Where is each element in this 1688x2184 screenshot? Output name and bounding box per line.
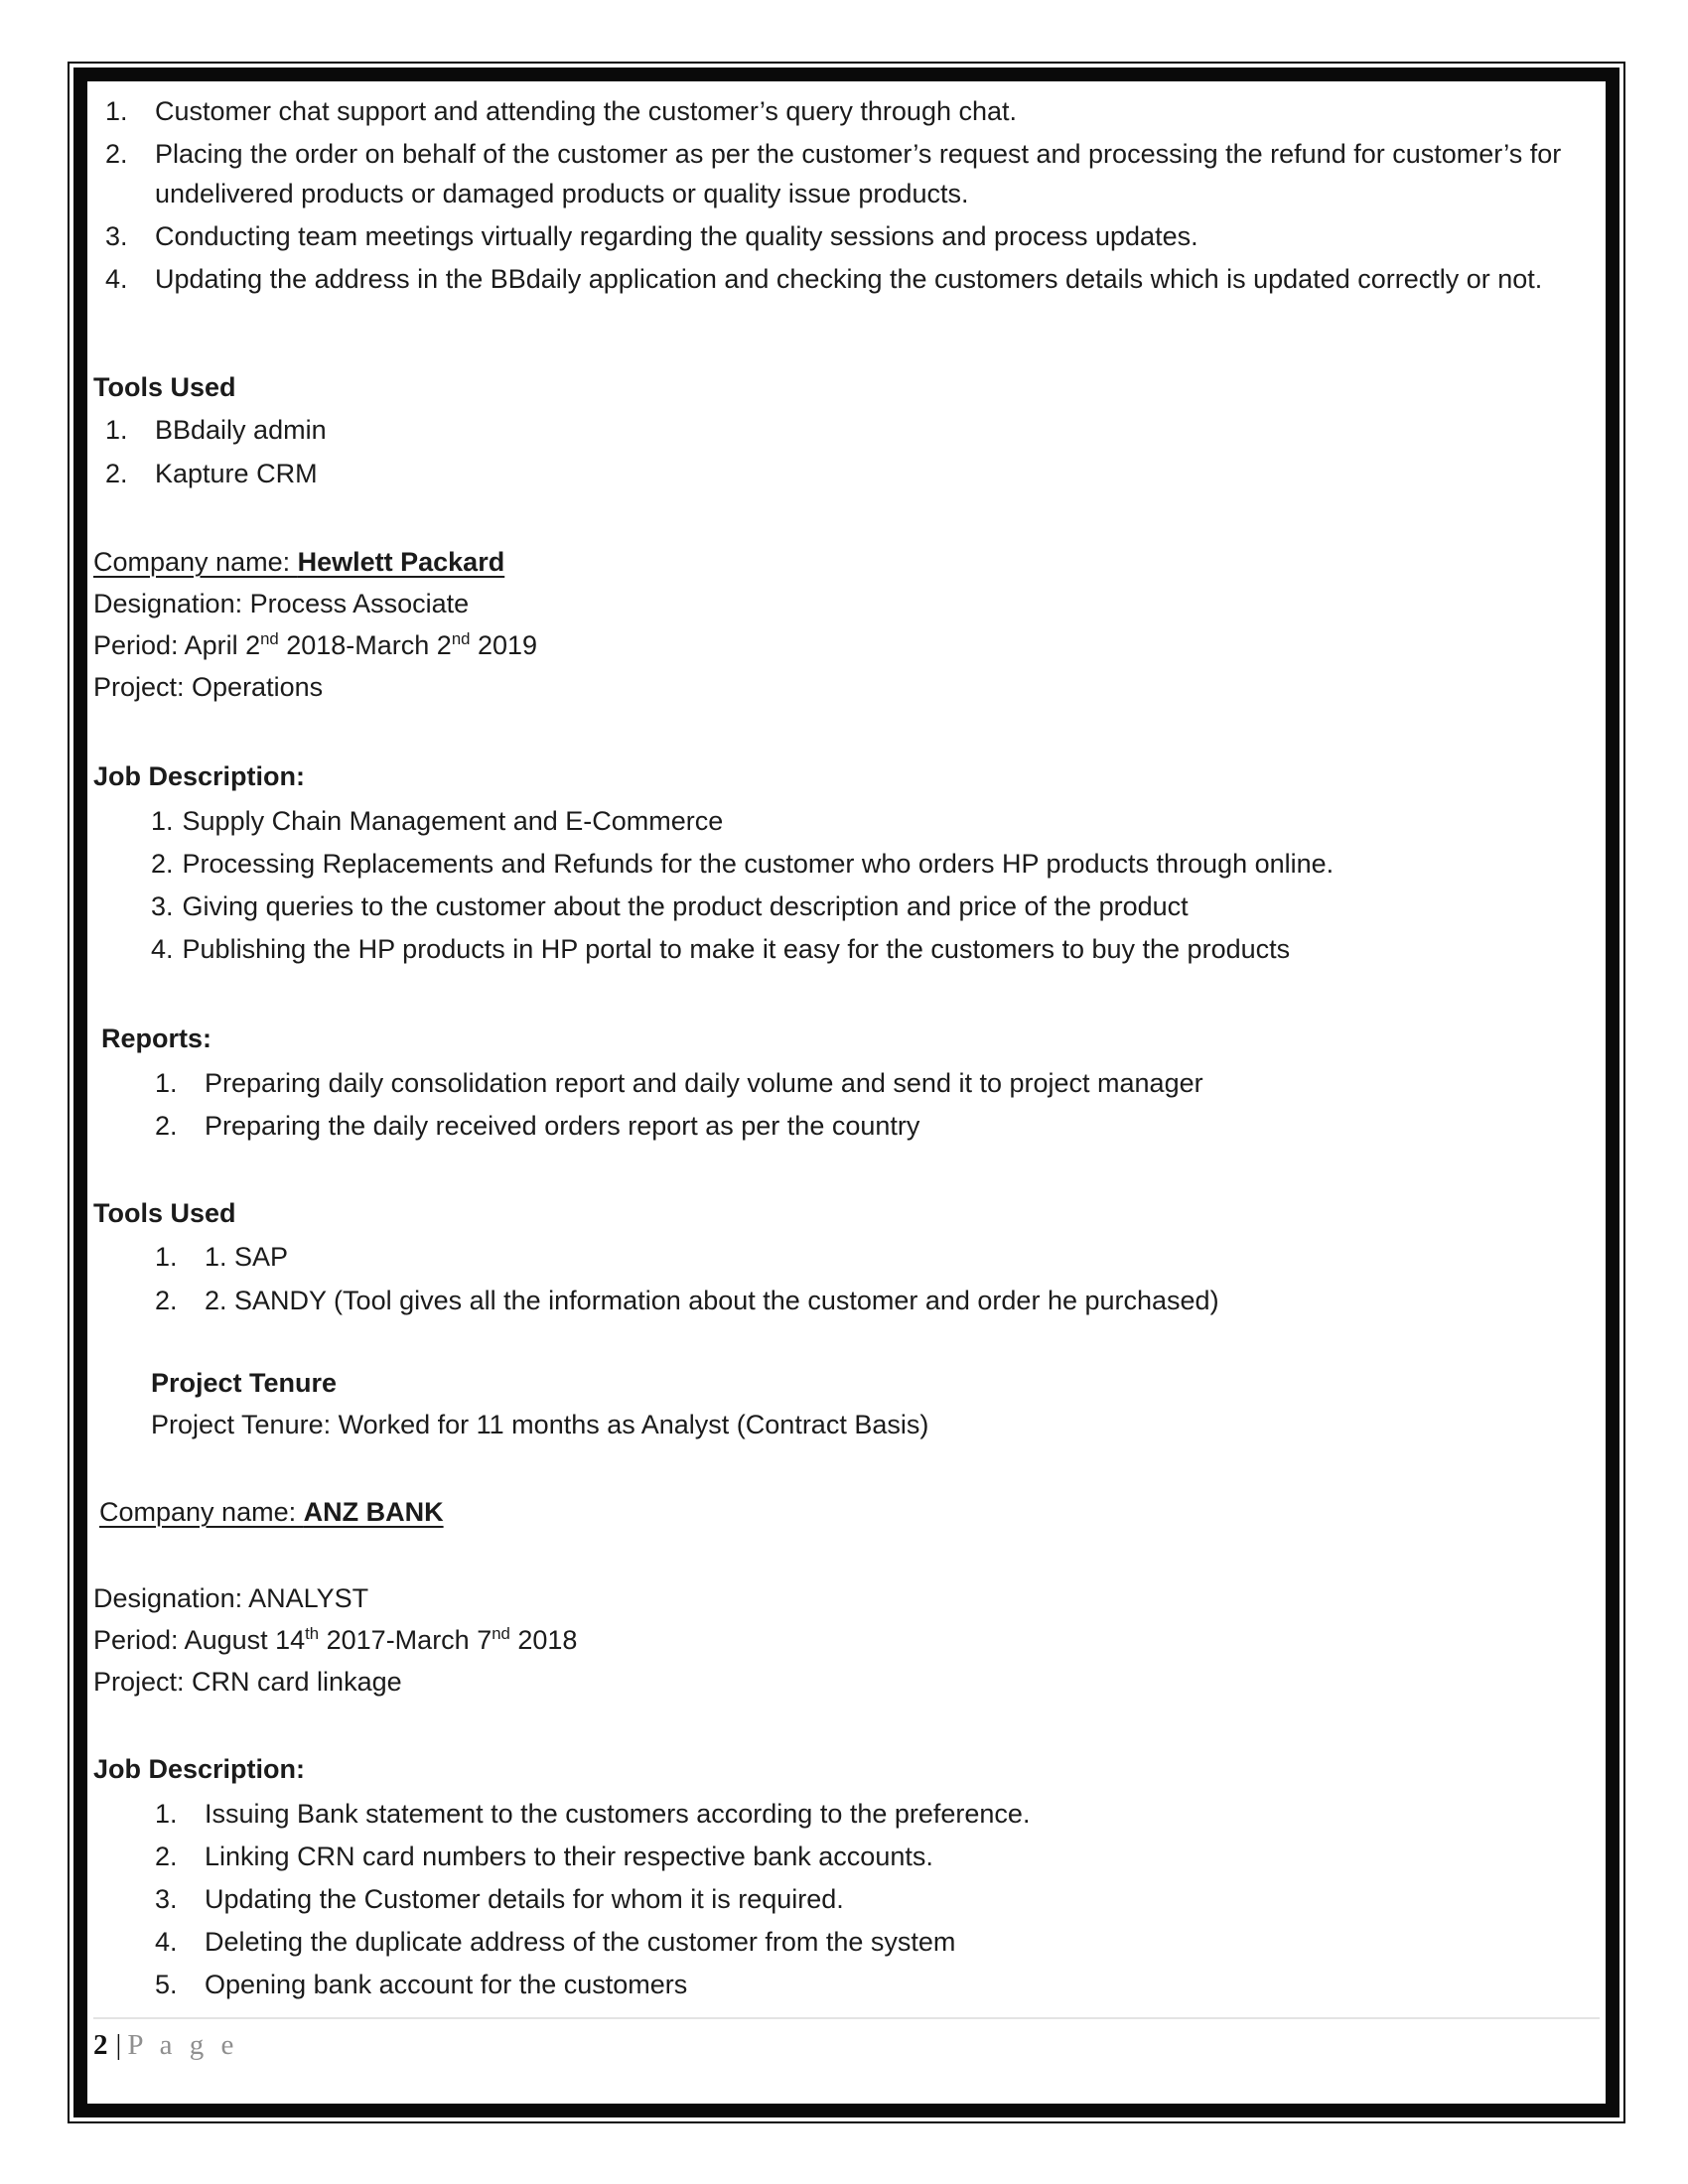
project-tenure-text: Project Tenure: Worked for 11 months as Analyst (Contract Basis) [151,1410,929,1439]
item-text: Opening bank account for the customers [205,1970,688,1999]
item-number: 1. [155,1068,178,1098]
page-number: 2 [93,2029,108,2061]
item-number: 1. [155,1799,178,1829]
item-text: Issuing Bank statement to the customers according to the preference. [205,1799,1031,1829]
list-item [155,1836,1590,1877]
page-footer [93,2017,1600,2062]
job-description-hp-section [93,755,1590,970]
project-line: Project: CRN card linkage [93,1667,402,1697]
designation-line: Designation: Process Associate [93,589,470,618]
item-text: Updating the address in the BBdaily application and checking the customers details which is updated correctly or not. [155,264,1543,294]
item-number: 2. [155,1286,178,1315]
company-label: Company name: [99,1497,304,1527]
intro-list [105,91,1590,299]
item-text: Placing the order on behalf of the customer as per the customer’s request and processing the refund for customer’s for undelivered products or damaged products or quality issue products. [155,139,1562,208]
section-heading: Reports: [101,1024,212,1053]
section-heading: Tools Used [93,1198,236,1228]
list-item [105,454,1590,493]
item-number: 3. [155,1884,178,1914]
designation-line: Designation: ANALYST [93,1583,369,1613]
item-number: 4. [155,1927,178,1957]
list-item [105,91,1590,131]
section-heading: Job Description: [93,761,306,791]
company-name: ANZ BANK [303,1497,444,1527]
period-text: Period: April 2 [93,630,261,660]
document-page [73,68,1619,2117]
footer-text [93,2029,1600,2062]
section-heading: Project Tenure [151,1368,338,1398]
item-text: Linking CRN card numbers to their respective bank accounts. [205,1842,933,1871]
ordinal-suffix: th [305,1624,320,1643]
item-text: Publishing the HP products in HP portal to make it easy for the customers to buy the products [182,934,1291,964]
period-line [93,624,1590,666]
item-number: 2. [155,1842,178,1871]
section-heading: Job Description: [93,1754,306,1784]
list-item [105,410,1590,450]
company-name-line [99,1491,1590,1533]
ordinal-suffix: nd [260,629,279,648]
item-number: 1. [155,1242,178,1272]
job-description-anz-section [93,1748,1590,2005]
list-item [105,216,1590,256]
item-text: BBdaily admin [155,415,327,445]
item-number: 4. [105,264,128,294]
item-number: 4. [151,934,174,964]
list-item [155,1964,1590,2005]
item-text: 2. SANDY (Tool gives all the information about the customer and order he purchased) [205,1286,1219,1315]
ordinal-suffix: nd [451,629,471,648]
item-text: Updating the Customer details for whom it is required. [205,1884,844,1914]
item-number: 5. [155,1970,178,1999]
item-text: Deleting the duplicate address of the customer from the system [205,1927,956,1957]
company-name: Hewlett Packard [297,547,505,577]
reports-list [155,1062,1590,1147]
list-item [151,928,1590,970]
company-label: Company name: [93,547,298,577]
list-item [155,1105,1590,1147]
company-hp-section [93,541,1590,708]
company-anz-section [93,1491,1590,1703]
item-number: 3. [151,891,174,921]
project-line: Project: Operations [93,672,324,702]
item-number: 2. [105,139,128,169]
item-number: 2. [151,849,174,879]
item-number: 3. [105,221,128,251]
period-text: 2018 [509,1625,578,1655]
item-number: 1. [105,96,128,126]
item-number: 1. [151,806,174,836]
period-text: 2019 [470,630,538,660]
footer-separator: | [115,2029,122,2061]
company-name-line [93,541,1590,583]
tools-used-bbdaily-section [93,366,1590,493]
item-text: Preparing the daily received orders report as per the country [205,1111,920,1141]
period-text: Period: August 14 [93,1625,306,1655]
list-item [151,843,1590,885]
reports-section [101,1018,1590,1147]
list-item [151,800,1590,842]
project-tenure-section [151,1362,1590,1445]
item-text: Supply Chain Management and E-Commerce [182,806,724,836]
item-text: Conducting team meetings virtually regarding the quality sessions and process updates. [155,221,1198,251]
item-text: Preparing daily consolidation report and daily volume and send it to project manager [205,1068,1203,1098]
ordinal-suffix: nd [492,1624,510,1643]
item-text: Kapture CRM [155,459,318,488]
job-description-list [155,1793,1590,2005]
section-heading: Tools Used [93,372,236,402]
item-number: 2. [105,459,128,488]
job-description-list [151,800,1590,970]
page-label: P a g e [127,2029,239,2061]
footer-divider [93,2017,1600,2019]
item-text: Processing Replacements and Refunds for the customer who orders HP products through online. [182,849,1335,879]
item-text: Giving queries to the customer about the product description and price of the product [182,891,1189,921]
list-item [105,134,1590,213]
list-item [155,1878,1590,1920]
document-border-frame [68,62,1625,2123]
item-text: 1. SAP [205,1242,289,1272]
list-item [105,259,1590,299]
tools-list [105,410,1590,493]
period-text: 2018-March 2 [278,630,452,660]
list-item [155,1921,1590,1963]
item-number: 1. [105,415,128,445]
list-item [155,1237,1590,1277]
list-item [155,1793,1590,1835]
period-line [93,1619,1590,1661]
list-item [155,1062,1590,1104]
item-text: Customer chat support and attending the customer’s query through chat. [155,96,1018,126]
list-item [151,886,1590,927]
period-text: 2017-March 7 [319,1625,492,1655]
tools-list [155,1237,1590,1320]
tools-used-hp-section [93,1192,1590,1320]
item-number: 2. [155,1111,178,1141]
list-item [155,1281,1590,1320]
